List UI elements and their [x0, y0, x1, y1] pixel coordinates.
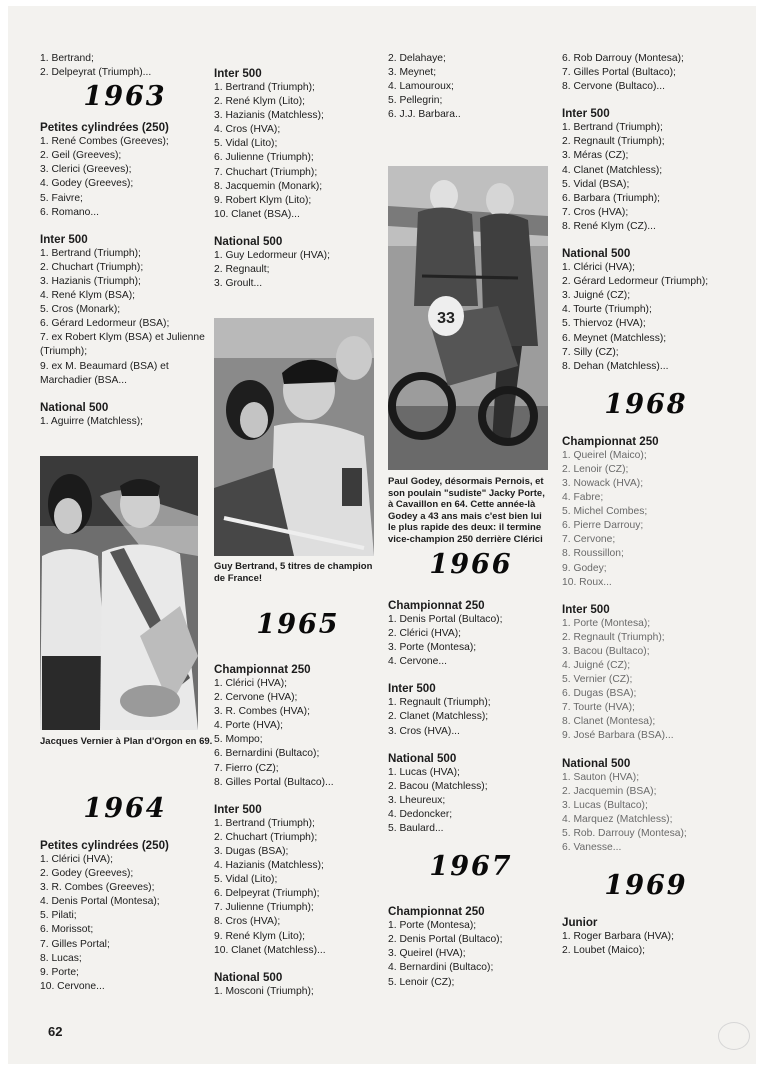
result-entry: 3. Porte (Montesa);	[388, 642, 477, 654]
library-stamp	[718, 1022, 750, 1050]
section-heading: Championnat 250	[214, 663, 311, 676]
year-heading-1967: 1967	[429, 851, 513, 883]
section-heading: Inter 500	[214, 802, 262, 816]
result-entry: 7. Tourte (HVA);	[562, 702, 635, 714]
result-entry: 9. ex M. Beaumard (BSA) et Marchadier (BSA...	[40, 360, 169, 386]
results-list	[562, 617, 730, 744]
column-3	[388, 52, 554, 122]
year-heading-1963: 1963	[83, 81, 167, 113]
result-entry: 4. Clanet (Matchless);	[562, 164, 663, 176]
results-list	[40, 415, 210, 429]
result-entry: 7. Julienne (Triumph);	[214, 902, 314, 914]
result-entry: 6. Vanesse...	[562, 842, 622, 854]
result-entry: 2. Lenoir (CZ);	[562, 463, 629, 475]
result-entry: 2. Chuchart (Triumph);	[214, 831, 318, 843]
result-entry: 1. Porte (Montesa);	[562, 617, 651, 629]
result-entry: 5. Mompo;	[214, 734, 263, 746]
result-entry: 6. Barbara (Triumph);	[562, 192, 661, 204]
section-heading: Inter 500	[388, 682, 436, 696]
result-entry: 1. Bertrand;	[40, 53, 94, 64]
column-3-lower	[388, 550, 554, 990]
result-entry: 6. Rob Darrouy (Montesa);	[562, 53, 684, 64]
result-entry: 1. René Combes (Greeves);	[40, 136, 169, 148]
page-number: 62	[48, 1024, 63, 1039]
result-entry: 6. Dugas (BSA);	[562, 688, 637, 700]
results-list	[388, 919, 554, 989]
result-entry: 8. Jacquemin (Monark);	[214, 180, 323, 192]
result-entry: 6. Pierre Darrouy;	[562, 520, 644, 532]
result-entry: 2. Cervone (HVA);	[214, 692, 298, 704]
results-list	[388, 766, 554, 836]
photo-paul-godey	[388, 166, 548, 470]
result-entry: 3. Meynet;	[388, 67, 437, 79]
result-entry: 8. Roussillon;	[562, 548, 624, 560]
result-entry: 9. Robert Klym (Lito);	[214, 194, 312, 206]
year-heading-1965: 1965	[256, 609, 340, 640]
result-entry: 7. Cros (HVA);	[562, 206, 629, 218]
result-entry: 5. Vidal (Lito);	[214, 138, 278, 150]
result-entry: 8. Lucas;	[40, 952, 82, 964]
result-entry: 5. Michel Combes;	[562, 506, 648, 518]
result-entry: 2. Geil (Greeves);	[40, 150, 122, 162]
result-entry: 1. Bertrand (Triumph);	[214, 817, 315, 829]
results-list	[214, 677, 382, 790]
result-entry: 3. Groult...	[214, 278, 263, 290]
result-entry: 2. Delahaye;	[388, 53, 446, 64]
result-entry: 8. René Klym (CZ)...	[562, 220, 656, 232]
results-list	[388, 696, 554, 738]
column-1-lower	[40, 794, 210, 994]
result-entry: 2. Regnault;	[214, 264, 270, 276]
result-entry: 3. Juigné (CZ);	[562, 290, 631, 302]
result-entry: 4. Juigné (CZ);	[562, 660, 631, 671]
result-entry: 3. R. Combes (HVA);	[214, 706, 310, 718]
result-entry: 6. Julienne (Triumph);	[214, 152, 314, 164]
result-entry: 5. Baulard...	[388, 823, 444, 835]
results-list	[40, 135, 210, 220]
result-entry: 5. Pellegrin;	[388, 95, 443, 107]
result-entry: 1. Mosconi (Triumph);	[214, 985, 314, 997]
result-entry: 10. Clanet (Matchless)...	[214, 944, 326, 956]
result-entry: 3. Clerici (Greeves);	[40, 164, 132, 176]
result-entry: 6. J.J. Barbara..	[388, 109, 461, 121]
results-list	[562, 52, 730, 94]
result-entry: 1. Roger Barbara (HVA);	[562, 931, 674, 943]
result-entry: 4. Porte (HVA);	[214, 720, 284, 732]
result-entry: 1. Lucas (HVA);	[388, 766, 460, 778]
result-entry: 3. Hazianis (Matchless);	[214, 110, 324, 122]
results-list	[562, 771, 730, 856]
result-entry: 6. Bernardini (Bultaco);	[214, 748, 320, 760]
result-entry: 1. Aguirre (Matchless);	[40, 415, 144, 427]
result-entry: 2. Regnault (Triumph);	[562, 136, 665, 148]
photo-caption: Guy Bertrand, 5 titres de champion de France!	[214, 561, 373, 584]
result-entry: 1. Bertrand (Triumph);	[562, 122, 663, 134]
section-heading: Inter 500	[562, 107, 610, 121]
result-entry: 7. Cervone;	[562, 534, 616, 546]
section-heading: Inter 500	[562, 602, 610, 616]
result-entry: 1. Queirel (Maico);	[562, 449, 647, 461]
race-number: 33	[437, 310, 455, 327]
result-entry: 1. Bertrand (Triumph);	[214, 82, 315, 93]
result-entry: 1. Clérici (HVA);	[562, 262, 636, 274]
result-entry: 1. Clérici (HVA);	[40, 854, 114, 865]
result-entry: 7. Fierro (CZ);	[214, 762, 279, 774]
result-entry: 2. Gérard Ledormeur (Triumph);	[562, 276, 709, 288]
result-entry: 2. Bacou (Matchless);	[388, 780, 488, 792]
column-2	[214, 66, 382, 291]
result-entry: 3. R. Combes (Greeves);	[40, 882, 155, 894]
result-entry: 5. Vidal (BSA);	[562, 178, 630, 190]
section-heading: Inter 500	[40, 232, 88, 246]
result-entry: 4. Tourte (Triumph);	[562, 304, 652, 316]
year-heading-1966: 1966	[429, 549, 513, 580]
results-list	[40, 853, 210, 994]
result-entry: 4. Dedoncker;	[388, 808, 453, 820]
result-entry: 5. Thiervoz (HVA);	[562, 318, 646, 330]
result-entry: 5. Cros (Monark);	[40, 304, 121, 316]
results-list	[562, 449, 730, 590]
result-entry: 2. Loubet (Maico);	[562, 945, 645, 957]
result-entry: 6. Delpeyrat (Triumph);	[214, 888, 320, 900]
year-heading-1968: 1968	[604, 388, 688, 420]
result-entry: 3. Lheureux;	[388, 794, 446, 806]
result-entry: 1. Guy Ledormeur (HVA);	[214, 249, 330, 261]
result-entry: 8. Gilles Portal (Bultaco)...	[214, 776, 334, 788]
result-entry: 8. Cros (HVA);	[214, 916, 281, 928]
section-heading: Petites cylindrées (250)	[40, 121, 169, 135]
result-entry: 9. René Klym (Lito);	[214, 930, 305, 942]
results-list	[562, 930, 730, 958]
result-entry: 4. René Klym (BSA);	[40, 290, 135, 302]
result-entry: 7. Chuchart (Triumph);	[214, 166, 318, 178]
result-entry: 10. Roux...	[562, 576, 612, 588]
result-entry: 3. Dugas (BSA);	[214, 845, 289, 857]
result-entry: 3. Bacou (Bultaco);	[562, 645, 650, 657]
result-entry: 3. Méras (CZ);	[562, 150, 629, 162]
results-list	[214, 81, 382, 222]
result-entry: 3. Nowack (HVA);	[562, 477, 644, 489]
results-list	[40, 247, 210, 388]
result-entry: 1. Clérici (HVA);	[214, 678, 288, 689]
result-entry: 1. Regnault (Triumph);	[388, 697, 491, 709]
results-list	[214, 985, 382, 999]
year-heading-1964: 1964	[83, 793, 167, 824]
result-entry: 4. Cervone...	[388, 656, 447, 668]
result-entry: 2. René Klym (Lito);	[214, 96, 305, 108]
result-entry: 2. Clanet (Matchless);	[388, 711, 489, 723]
column-4	[562, 52, 730, 958]
result-entry: 10. Clanet (BSA)...	[214, 208, 300, 220]
photo-caption: Paul Godey, désormais Pernois, et son poulain "sudiste" Jacky Porte, à Cavaillon en 64. Cette année-là Godey a 43 ans mais c'est bien lui le plus rapide des deux: il termine vice-champion 250 derrière Clérici	[388, 476, 545, 545]
result-entry: 6. Romano...	[40, 206, 99, 218]
result-entry: 8. Clanet (Montesa);	[562, 716, 656, 728]
result-entry: 1. Denis Portal (Bultaco);	[388, 614, 503, 625]
result-entry: 4. Hazianis (Matchless);	[214, 860, 324, 872]
result-entry: 3. Hazianis (Triumph);	[40, 275, 141, 287]
result-entry: 5. Lenoir (CZ);	[388, 976, 455, 988]
result-entry: 3. Lucas (Bultaco);	[562, 799, 648, 811]
result-entry: 1. Sauton (HVA);	[562, 771, 640, 783]
section-heading: Junior	[562, 916, 598, 930]
result-entry: 2. Delpeyrat (Triumph)...	[40, 67, 152, 79]
results-list	[388, 52, 554, 122]
result-entry: 2. Jacquemin (BSA);	[562, 785, 657, 797]
result-entry: 2. Chuchart (Triumph);	[40, 261, 144, 273]
results-list	[388, 613, 554, 669]
result-entry: 4. Denis Portal (Montesa);	[40, 896, 160, 908]
result-entry: 7. ex Robert Klym (BSA) et Julienne (Triumph);	[40, 332, 205, 358]
section-heading: National 500	[214, 234, 283, 248]
magazine-page	[8, 6, 756, 1064]
result-entry: 3. Queirel (HVA);	[388, 948, 466, 960]
result-entry: 2. Clérici (HVA);	[388, 628, 462, 640]
section-heading: National 500	[40, 400, 109, 414]
result-entry: 6. Morissot;	[40, 924, 94, 936]
result-entry: 8. Dehan (Matchless)...	[562, 360, 669, 372]
section-heading: National 500	[388, 751, 457, 765]
photo-jacques-vernier	[40, 456, 198, 730]
result-entry: 5. Faivre;	[40, 192, 83, 204]
result-entry: 2. Denis Portal (Bultaco);	[388, 934, 503, 946]
result-entry: 2. Godey (Greeves);	[40, 868, 134, 880]
result-entry: 5. Vidal (Lito);	[214, 874, 278, 886]
result-entry: 1. Bertrand (Triumph);	[40, 247, 141, 259]
result-entry: 6. Meynet (Matchless);	[562, 332, 667, 344]
results-list	[40, 52, 210, 80]
result-entry: 2. Regnault (Triumph);	[562, 631, 665, 643]
result-entry: 5. Rob. Darrouy (Montesa);	[562, 827, 687, 839]
result-entry: 4. Lamouroux;	[388, 81, 454, 93]
result-entry: 7. Silly (CZ);	[562, 346, 619, 358]
photo-guy-bertrand	[214, 318, 374, 556]
result-entry: 9. Porte;	[40, 966, 79, 978]
column-2-lower	[214, 610, 382, 999]
column-1	[40, 52, 210, 429]
section-heading: National 500	[562, 247, 631, 261]
section-heading: Championnat 250	[562, 434, 659, 448]
result-entry: 4. Marquez (Matchless);	[562, 813, 673, 825]
year-heading-1969: 1969	[604, 870, 688, 902]
results-list	[214, 249, 382, 291]
result-entry: 4. Fabre;	[562, 492, 604, 504]
result-entry: 5. Pilati;	[40, 910, 77, 922]
section-heading: Championnat 250	[388, 599, 485, 612]
result-entry: 5. Vernier (CZ);	[562, 674, 633, 686]
photo-caption: Jacques Vernier à Plan d'Orgon en 69.	[40, 736, 213, 747]
result-entry: 4. Cros (HVA);	[214, 124, 281, 136]
section-heading: Petites cylindrées (250)	[40, 839, 169, 852]
result-entry: 10. Cervone...	[40, 980, 105, 992]
result-entry: 4. Bernardini (Bultaco);	[388, 962, 494, 974]
result-entry: 6. Gérard Ledormeur (BSA);	[40, 318, 170, 330]
result-entry: 9. José Barbara (BSA)...	[562, 730, 674, 742]
result-entry: 1. Porte (Montesa);	[388, 920, 477, 932]
result-entry: 4. Godey (Greeves);	[40, 178, 134, 190]
results-list	[214, 817, 382, 958]
section-heading: Championnat 250	[388, 905, 485, 919]
results-list	[562, 261, 730, 374]
result-entry: 9. Godey;	[562, 562, 607, 574]
results-list	[562, 121, 730, 234]
section-heading: National 500	[562, 756, 631, 770]
section-heading: National 500	[214, 970, 283, 984]
section-heading: Inter 500	[214, 67, 262, 80]
result-entry: 8. Cervone (Bultaco)...	[562, 81, 666, 93]
result-entry: 7. Gilles Portal (Bultaco);	[562, 67, 676, 79]
result-entry: 3. Cros (HVA)...	[388, 725, 460, 737]
result-entry: 7. Gilles Portal;	[40, 938, 110, 950]
